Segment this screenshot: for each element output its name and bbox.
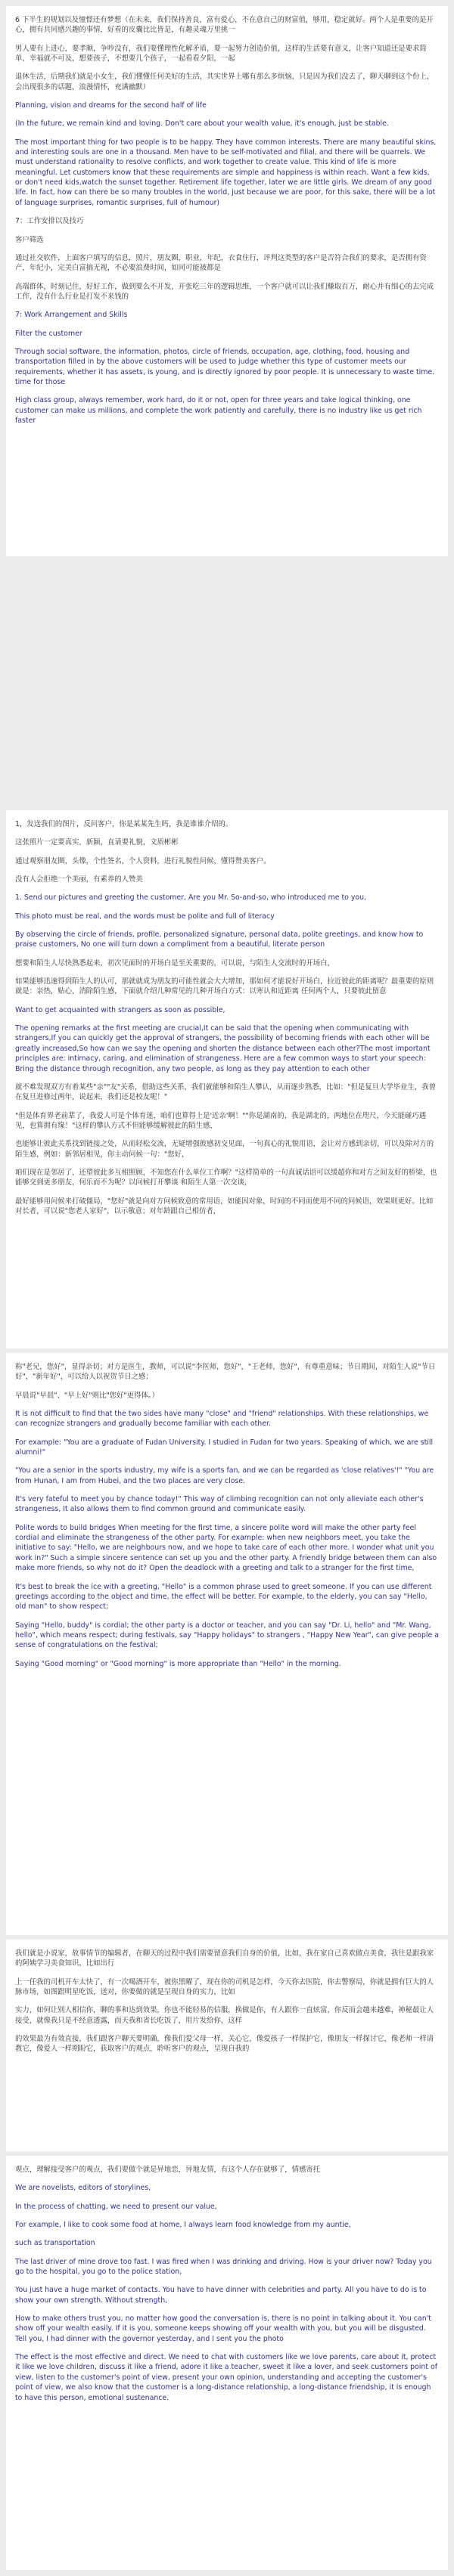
paragraph: 我们就是小说家，故事情节的编辑者，在聊天的过程中我们需要留意我们自身的价值，比如，我在家自己喜欢做点美食，我往是跟我家的阿姨学习美食知识，比如出行 <box>15 1949 434 1968</box>
paragraph: 如果能够迅速得到陌生人的认可，那就就成为朋友的可能性就会大大增加，那如何才能说好开场白，拉近彼此的距离呢？最重要的原则就是：亲热，贴心，消除陌生感，下面就介绍几种常见的几种开场白方式：以寒认和近距离 任何两个人，只要彼此留意 <box>15 977 434 996</box>
paragraph: By observing the circle of friends, profile, personalized signature, personal data, polite greetings, and know how to praise customers, No one will turn down a compliment from a beautiful, literate person <box>15 930 424 949</box>
paragraph: It's best to break the ice with a greeting, "Hello" is a common phrase used to greet someone. If you can use different greetings according to the object and time, the effect will be better. For example, to the elderly, you can say "Hello, old man" to show respect; <box>15 1582 432 1612</box>
paragraph: (In the future, we remain kind and loving. Don't care about your wealth value, it's enough, just be stable. <box>15 119 389 128</box>
paragraph: "但是体育界老前辈了，我爱人可是个体育迷，咱们也算得上是'近亲'啊！""你是湖南的，我是湖北的，两地位在咫尺，今天能碰巧遇见，也算拥有缘！"这样的攀认方式不但能够缓解彼此的陌生感， <box>15 1111 427 1130</box>
paragraph: 上一任我的司机开车太快了，有一次喝酒开车，被你黑曜了，现在你的司机是怎样，今天你去医院，你去警察局，你就是拥有巨大的人脉市场，如图跟明星吃饭，送对，你要做的就是呈现自身的实力，比如 <box>15 1977 434 1997</box>
paragraph: You just have a huge market of contacts. You have to have dinner with celebrities and party. All you have to do is to show your own strength. Without strength, <box>15 2286 427 2305</box>
paragraph: 这张照片一定要真实，新颖，直请要礼貌，文质彬彬 <box>15 838 179 847</box>
document-page-2 <box>6 810 448 1348</box>
paragraph: 男人要有上进心，要孝顺，争吵没有，我们要懂理性化解矛盾，要一起努力创造价值，这样的生活要有意义，让客户知道还是要求简单，幸福就不可及，想要孩子，不想要几个孩子，一起看看夕阳，一起 <box>15 44 427 63</box>
paragraph: This photo must be real, and the words must be polite and full of literacy <box>15 912 275 921</box>
paragraph: 通过社交软件，上面客户填写的信息，照片，朋友圈，职业，年纪，衣食住行，评判这类型的客户是否符合我们的要求，是否拥有资产，年纪小，完美白富搞无视，不必要浪费时间，如同可能被都是 <box>15 253 427 273</box>
paragraph: The opening remarks at the first meeting are crucial,It can be said that the opening when communicating with strangers,If you can quickly get the approval of strangers, the possibility of becoming friends with each other will be greatly increased,So how can we say the opening and shorten the distance between each other?The most important principles are: intimacy, caring, and elimination of strangeness. Here are a few common ways to start your speech: Bring the distance through recognition, any two people, as long as they pay attention to each other <box>15 1024 431 1073</box>
paragraph: 没有人会拒绝一个美丽，有素养的人赞美 <box>15 875 143 884</box>
paragraph: 7：工作安排以及技巧 <box>15 217 84 226</box>
paragraph: 实力，如何让别人相信你，聊的事和达到效果，你也不能轻易的信服，换做是你，有人跟你一直炫富，你反而会越来越难，神秘最让人接受，就像我只是不经意透露，而天我和省长吃饭了，用片发给你，这样 <box>15 2006 434 2025</box>
paragraph: It is not difficult to find that the two sides have many "close" and "friend" relationships. With these relationships, we can recognize strangers and gradually become familiar with each other. <box>15 1410 429 1429</box>
paragraph: "You are a senior in the sports industry, my wife is a sports fan, and we can be regarded as 'close relatives'!" "You are from Hunan, I am from Hubei, and the two places are very close. <box>15 1466 434 1485</box>
section-heading: 7: Work Arrangement and Skills <box>15 311 128 320</box>
document-page-3 <box>6 1353 448 1935</box>
paragraph: 早晨说"早晨"、"早上好"则比"您好"更得体。） <box>15 1391 159 1400</box>
paragraph: How to make others trust you, no matter how good the conversation is, there is no point in talking about it. You can't show off your wealth easily. If it is you, someone keeps showing off your wealth with you, but you will be disgusted. Tell you, I had dinner with the governor yesterday, and I sent you the photo <box>15 2314 431 2343</box>
paragraph: In the process of chatting, we need to present our value, <box>15 2202 217 2211</box>
paragraph: 想要和陌生人尽快熟悉起来，初次见面时的开场白是至关重要的，可以说，与陌生人交流时的开场白， <box>15 958 334 968</box>
paragraph: 6 下半生的规划以及憧憬还有梦想（在未来，我们保持善良，富有爱心，不在意自己的财富值，够用，稳定就好。两个人是重要的是开心，拥有共同感兴趣的事情，好看的皮囊比比皆是，有趣灵魂万里挑一 <box>15 16 434 35</box>
document-page-5 <box>6 2156 448 2570</box>
section-heading: Filter the customer <box>15 329 82 338</box>
paragraph: The most important thing for two people is to be happy. They have common interests. There are many beautiful skins, and interesting souls are one in a thousand. Men have to be self-motivated and filial, and there will be quarrels. We must understand rationality to resolve conflicts, and work together to create value. This kind of life is more meaningful. Let customers know that these requirements are simple and happiness is within reach. Want a few kids, or don't need kids,watch the sunset together. Retirement life together, later we are little girls. We dream of any good life. In fact, how can there be so many troubles in the world, just because we are poor, for this sake, there will be a lot of language surprises, romantic surprises, full of humour) <box>15 138 437 207</box>
paragraph: Saying "Good morning" or "Good morning" is more appropriate than "Hello" in the morning. <box>15 1659 341 1668</box>
paragraph: 退休生活，后期我们就是小女生，我们懂懂任何美好的生活，其实世界上哪有那么多烦恼，只是因为我们没去了，聊天聊到这个份上，会出现很多的话题，浪漫情怀，充满幽默） <box>15 73 434 91</box>
paragraph: The last driver of mine drove too fast. I was fired when I was drinking and driving. How is your driver now? Today you go to the hospital, you go to the police station, <box>15 2257 432 2277</box>
paragraph: 称"老兄，您好"，显得亲切；对方是医生，教师，可以说"李医师，您好"，"王老师，您好"，有尊重意味；节日期间，对陌生人说"节日好"，"新年好"，可以给人以祝贺节日之感； <box>15 1363 436 1382</box>
paragraph: 的效果最为有效直接，我们跟客户聊天要明确，像我们爱父母一样，关心它，像爱孩子一样保护它，像朋友一样探讨它，像老师一样请教它，像爱人一样期盼它，获取客户的观点，聆听客户的观点，呈现自我的 <box>15 2035 434 2054</box>
paragraph: We are novelists, editors of storylines, <box>15 2184 151 2193</box>
document-page-4 <box>6 1940 448 2151</box>
paragraph: 也能够让彼此关系找到链接之处，从而轻松交流，无疑增强彼感初交见面，一句真心的礼貌用语，会让对方感到亲切，可以及除对方的陌生感，例如：新邻居相见，你主动问候一句："您好， <box>15 1140 434 1159</box>
paragraph: Want to get acquainted with strangers as soon as possible, <box>15 1005 225 1014</box>
paragraph: 客户筛选 <box>15 235 44 244</box>
section-heading: Planning, vision and dreams for the second half of life <box>15 101 207 110</box>
paragraph: The effect is the most effective and direct. We need to chat with customers like we love parents, care about it, protect it like we love children, discuss it like a friend, adore it like a teacher, sweet it like a lover, and seek customers point of view, listen to the customer's point of view, present your own opinion, understanding and accepting the customer's point of view, we also know that the customer is a long-distance relationship, a long-distance friendship, it is enough to have this person, emotional sustenance. <box>15 2353 438 2402</box>
paragraph: 通过观察朋友圈，头像，个性签名，个人资料，进行礼貌性问候，懂得赞美客户。 <box>15 856 271 865</box>
paragraph: 最好能够用问候来打破僵局，"您好"就是向对方问候致意的常用语，如能因对象，时间的不同而使用不同的问候语，效果则更好。比如对长者，可以说"您老人家好"，以示敬意；对年龄跟自己相仿者， <box>15 1197 434 1215</box>
paragraph: 1. Send our pictures and greeting the customer, Are you Mr. So-and-so, who introduced me to you, <box>15 893 367 903</box>
paragraph: 高端群体，时刻记住，好好工作，做到要么不开发，开张吃三年的逻辑思维，一个客户就可以让我们赚取百万，耐心并有细心的去完成工作，没有什么行业是打发不来钱的 <box>15 282 434 301</box>
paragraph: 1，发送我们的图片，反问客户，你是某某先生吗，我是谁谁介绍的。 <box>15 820 233 828</box>
paragraph: 观点，理解接受客户的观点，我们要做个就是异地恋，异地友情，有这个人存在就够了，情感寄托 <box>15 2166 321 2174</box>
paragraph: Saying "Hello, buddy" is cordial; the other party is a doctor or teacher, and you can say "Dr. Li, hello" and "Mr. Wang, hello", which means respect; during festivals, say "Happy holidays" to strangers , "Happy New Year", can give people a sense of congratulations on the festival; <box>15 1621 440 1650</box>
paragraph: Through social software, the information, photos, circle of friends, occupation, age, clothing, food, housing and transportation filled in by the above customers will be used to judge whether this type of customer meets our requirements, whether it has assets, is young, and is directly ignored by poor people. It is unnecessary to waste time. time for those <box>15 347 435 386</box>
paragraph: It's very fateful to meet you by chance today!" This way of climbing recognition can not only alleviate each other's strangeness, It also allows them to find common ground and communicate easily. <box>15 1495 424 1514</box>
paragraph: For example, I like to cook some food at home, I always learn food knowledge from my auntie, <box>15 2221 351 2230</box>
document-page-1 <box>6 6 448 556</box>
paragraph: For example: "You are a graduate of Fudan University. I studied in Fudan for two years. Speaking of which, we are still alumni!" <box>15 1438 434 1457</box>
paragraph: Polite words to build bridges When meeting for the first time, a sincere polite word will make the other party feel cordial and eliminate the strangeness of the other party. For example: when new neighbors meet, you take the initiative to say: "Hello, we are neighbours now, and we hope to take care of each other more. I wonder what unit you work in?" Such a simple sincere sentence can set up you and the other party. A friendly bridge between them can also make more friends, so why not do it? Open the deadlock with a greeting and talk to a stranger for the first time, <box>15 1523 437 1573</box>
paragraph: 咱们现在是邻居了，还望彼此多互相照顾，不知您在什么单位工作啊？"这样简单的一句真诚话语可以缓超你和对方之间友好的桥梁，也能够交到更多朋友，何乐而不为呢？以问候打开攀谈 和陌生人第一次交谈， <box>15 1168 437 1187</box>
paragraph: High class group, always remember, work hard, do it or not, open for three years and take logical thinking, one customer can make us millions, and complete the work patiently and carefully, there is no industry like us get rich faster <box>15 396 422 425</box>
paragraph: such as transportation <box>15 2239 95 2248</box>
paragraph: 就不难发现双方有着某些"亲""友"关系，借助这些关系，我们就能够和陌生人攀认，从而逐步熟悉，比如："但是复旦大学毕业生，我曾在复旦进修过两年，说起来，我们还是校友呢！" <box>15 1082 436 1102</box>
